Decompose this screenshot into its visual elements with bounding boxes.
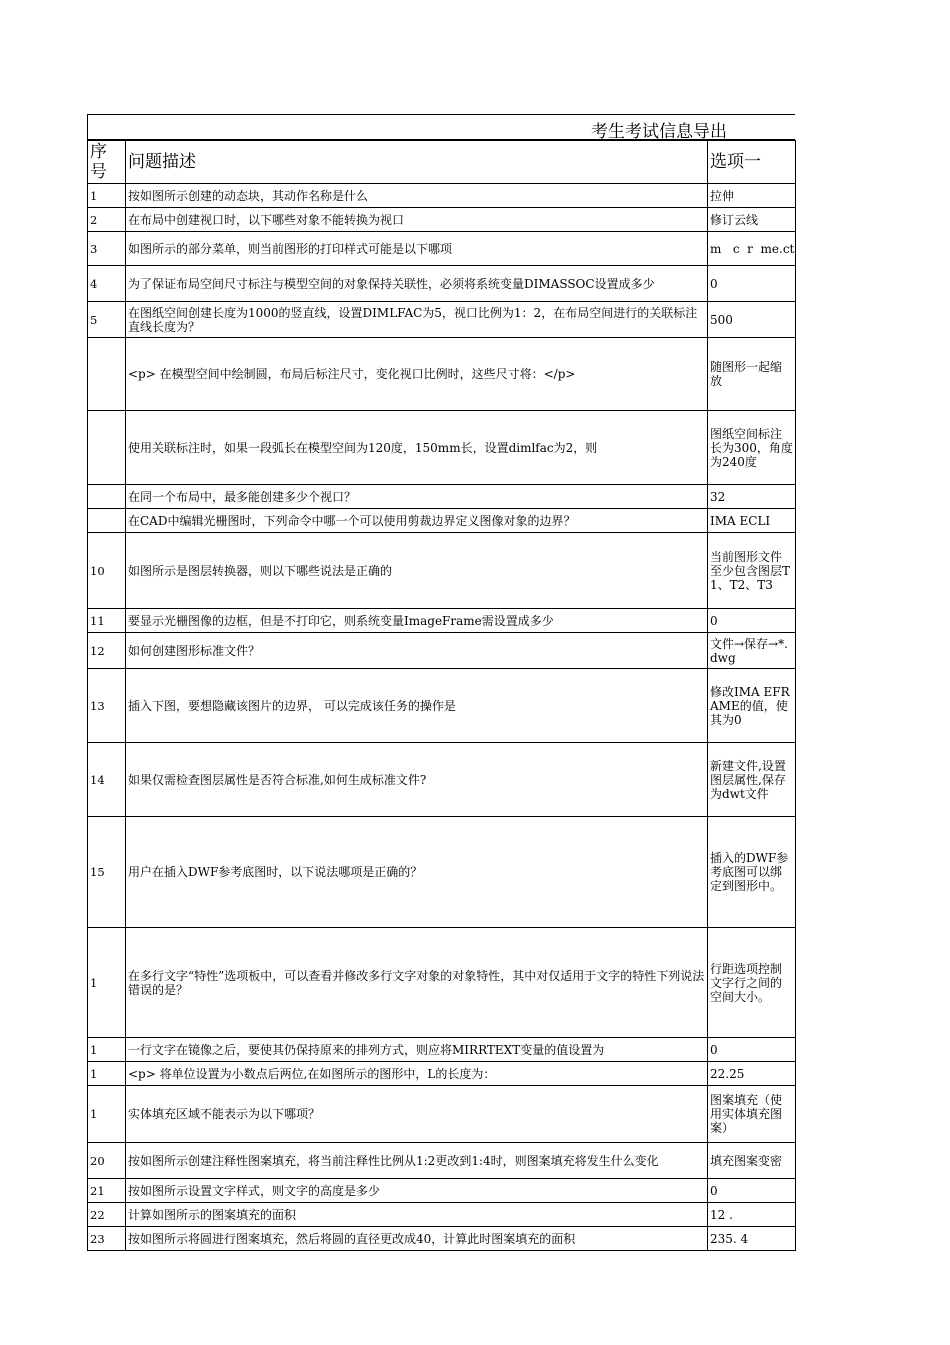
table-row <box>88 1179 796 1203</box>
row-question: 一行文字在镜像之后，要使其仍保持原来的排列方式，则应将MIRRTEXT变量的值设置为 <box>126 1038 708 1062</box>
table-row <box>88 533 796 609</box>
row-option: 0 <box>708 609 796 633</box>
row-num: 1 <box>88 184 126 208</box>
title-row <box>87 114 795 140</box>
table-row <box>88 232 796 266</box>
row-num: 1 <box>88 1062 126 1086</box>
row-question: 实体填充区域不能表示为以下哪项？ <box>126 1086 708 1143</box>
table-row <box>88 1038 796 1062</box>
table-row <box>88 411 796 485</box>
table-row <box>88 338 796 411</box>
row-option: 235. 4 <box>708 1227 796 1251</box>
row-question: 使用关联标注时，如果一段弧长在模型空间为120度，150mm长，设置dimlfac为2，则 <box>126 411 708 485</box>
row-option: 拉伸 <box>708 184 796 208</box>
row-question: 如果仅需检查图层属性是否符合标准,如何生成标准文件? <box>126 743 708 817</box>
header-option1: 选项一 <box>708 141 796 184</box>
sheet-title: 考生考试信息导出 <box>591 122 727 142</box>
row-num <box>88 411 126 485</box>
table-row <box>88 1062 796 1086</box>
row-question: 如图所示的部分菜单，则当前图形的打印样式可能是以下哪项 <box>126 232 708 266</box>
row-option: 填充图案变密 <box>708 1143 796 1179</box>
table-row <box>88 633 796 669</box>
row-question: 在CAD中编辑光栅图时，下列命令中哪一个可以使用剪裁边界定义图像对象的边界？ <box>126 509 708 533</box>
table-row <box>88 1086 796 1143</box>
row-question: 如图所示是图层转换器，则以下哪些说法是正确的 <box>126 533 708 609</box>
row-option: 修改IMA EFRAME的值，使其为0 <box>708 669 796 743</box>
row-num: 1 <box>88 928 126 1038</box>
table-row <box>88 1143 796 1179</box>
row-question: <p> 在模型空间中绘制圆，布局后标注尺寸，变化视口比例时，这些尺寸将：</p> <box>126 338 708 411</box>
table-row <box>88 928 796 1038</box>
row-question: 要显示光栅图像的边框，但是不打印它，则系统变量ImageFrame需设置成多少 <box>126 609 708 633</box>
row-num: 22 <box>88 1203 126 1227</box>
row-option: 行距选项控制文字行之间的空间大小。 <box>708 928 796 1038</box>
table-row <box>88 1227 796 1251</box>
row-question: 按如图所示将圆进行图案填充，然后将圆的直径更改成40，计算此时图案填充的面积 <box>126 1227 708 1251</box>
row-num: 3 <box>88 232 126 266</box>
row-num: 15 <box>88 817 126 928</box>
row-question: 按如图所示创建的动态块，其动作名称是什么 <box>126 184 708 208</box>
row-option: IMA ECLI <box>708 509 796 533</box>
header-question: 问题描述 <box>126 141 708 184</box>
row-question: 按如图所示创建注释性图案填充，将当前注释性比例从1:2更改到1:4时，则图案填充将发生什么变化 <box>126 1143 708 1179</box>
row-question: 在布局中创建视口时，以下哪些对象不能转换为视口 <box>126 208 708 232</box>
row-num: 4 <box>88 266 126 302</box>
row-num: 1 <box>88 1086 126 1143</box>
row-num: 13 <box>88 669 126 743</box>
row-question: 如何创建图形标准文件？ <box>126 633 708 669</box>
row-option: 图纸空间标注长为300，角度为240度 <box>708 411 796 485</box>
row-num <box>88 509 126 533</box>
table-row <box>88 609 796 633</box>
table-row <box>88 266 796 302</box>
table-row <box>88 669 796 743</box>
table-row <box>88 485 796 509</box>
row-option: 随图形一起缩放 <box>708 338 796 411</box>
table-row <box>88 208 796 232</box>
row-question: 在多行文字“特性”选项板中，可以查看并修改多行文字对象的对象特性，其中对仅适用于文字的特性下列说法错误的是？ <box>126 928 708 1038</box>
questions-table <box>87 140 796 1251</box>
row-option: 新建文件,设置图层属性,保存为dwt文件 <box>708 743 796 817</box>
row-option: 22.25 <box>708 1062 796 1086</box>
row-option: 图案填充（使用实体填充图案） <box>708 1086 796 1143</box>
row-num <box>88 338 126 411</box>
row-num: 12 <box>88 633 126 669</box>
row-option-text: m c r me.ct <box>710 241 795 256</box>
row-option: 12 . <box>708 1203 796 1227</box>
row-num <box>88 485 126 509</box>
row-num: 11 <box>88 609 126 633</box>
row-option: 500 <box>708 302 796 338</box>
row-option: 当前图形文件至少包含图层T1、T2、T3 <box>708 533 796 609</box>
exam-sheet <box>87 114 795 1251</box>
row-option: 修订云线 <box>708 208 796 232</box>
row-option <box>708 232 796 266</box>
row-num: 20 <box>88 1143 126 1179</box>
row-option: 文件→保存→*.dwg <box>708 633 796 669</box>
row-option: 0 <box>708 1179 796 1203</box>
table-row <box>88 1203 796 1227</box>
row-question: 按如图所示设置文字样式，则文字的高度是多少 <box>126 1179 708 1203</box>
table-row <box>88 302 796 338</box>
table-row <box>88 743 796 817</box>
row-question: 在图纸空间创建长度为1000的竖直线，设置DIMLFAC为5，视口比例为1：2，在布局空间进行的关联标注直线长度为？ <box>126 302 708 338</box>
row-question: 插入下图，要想隐藏该图片的边界， 可以完成该任务的操作是 <box>126 669 708 743</box>
row-option: 0 <box>708 1038 796 1062</box>
table-row <box>88 509 796 533</box>
row-num: 10 <box>88 533 126 609</box>
row-num: 5 <box>88 302 126 338</box>
row-num: 23 <box>88 1227 126 1251</box>
header-row <box>88 141 796 184</box>
row-question: 在同一个布局中，最多能创建多少个视口？ <box>126 485 708 509</box>
row-question: <p> 将单位设置为小数点后两位,在如图所示的图形中，L的长度为： <box>126 1062 708 1086</box>
row-option: 0 <box>708 266 796 302</box>
row-num: 1 <box>88 1038 126 1062</box>
row-option: 插入的DWF参考底图可以绑定到图形中。 <box>708 817 796 928</box>
row-option: 32 <box>708 485 796 509</box>
row-num: 2 <box>88 208 126 232</box>
row-question: 用户在插入DWF参考底图时，以下说法哪项是正确的？ <box>126 817 708 928</box>
row-num: 21 <box>88 1179 126 1203</box>
row-question: 计算如图所示的图案填充的面积 <box>126 1203 708 1227</box>
row-question: 为了保证布局空间尺寸标注与模型空间的对象保持关联性，必须将系统变量DIMASSOC设置成多少 <box>126 266 708 302</box>
row-num: 14 <box>88 743 126 817</box>
header-num: 序号 <box>88 141 126 184</box>
table-row <box>88 184 796 208</box>
table-row <box>88 817 796 928</box>
